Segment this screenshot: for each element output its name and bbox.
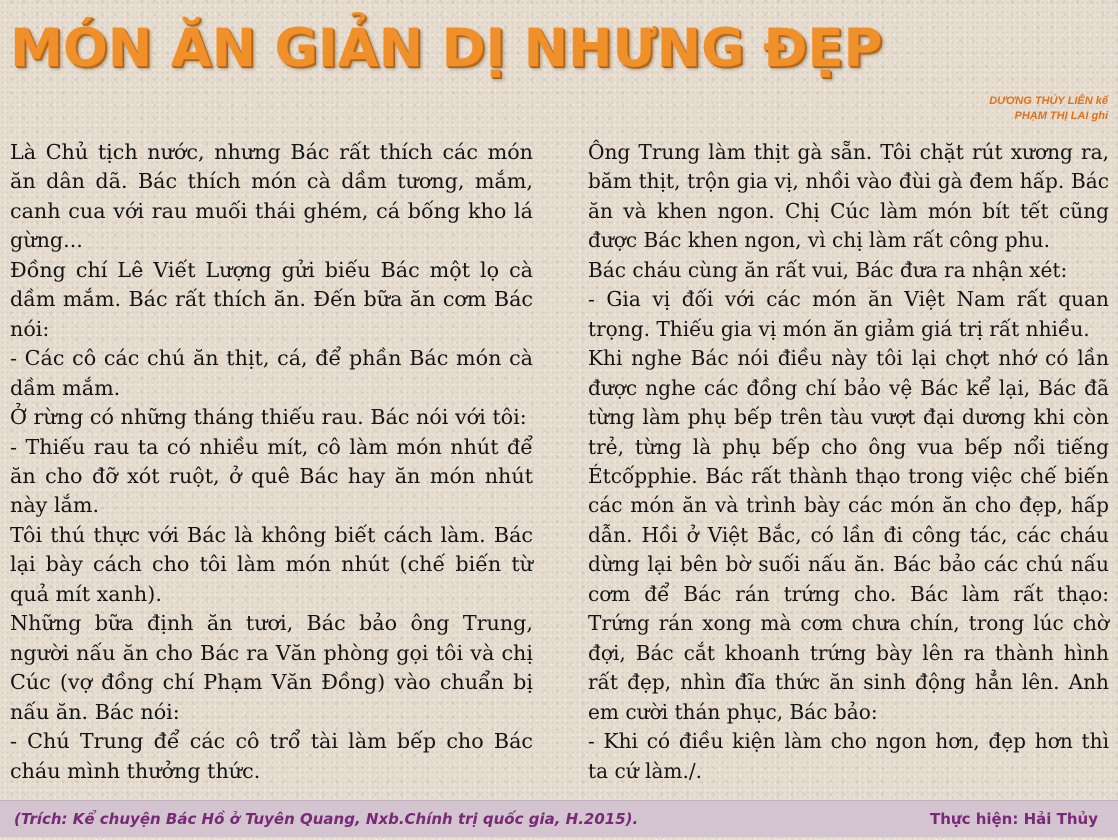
- paragraph: - Chú Trung để các cô trổ tài làm bếp cho Bác cháu mình thưởng thức.: [10, 729, 533, 783]
- narrator-credit: [989, 94, 1108, 108]
- paragraph: Ông Trung làm thịt gà sẵn. Tôi chặt rút xương ra, băm thịt, trộn gia vị, nhồi vào đùi gà đem hấp. Bác ăn và khen ngon. Chị Cúc làm món bít tết cũng được Bác khen ngon, vì chị làm rất công phu.: [588, 140, 1109, 253]
- paragraph: Đồng chí Lê Viết Lượng gửi biếu Bác một lọ cà dầm mắm. Bác rất thích ăn. Đến bữa ăn cơm Bác nói:: [10, 257, 533, 341]
- writer-role: ghi: [1091, 110, 1108, 122]
- page-title: MÓN ĂN GIẢN DỊ NHƯNG ĐẸP: [10, 18, 883, 79]
- author-credit: Thực hiện: Hải Thủy: [929, 810, 1098, 828]
- narrator-name: DƯƠNG THÚY LIÊN: [989, 95, 1093, 107]
- narrator-role: kể: [1095, 95, 1108, 107]
- paragraph: Bác cháu cùng ăn rất vui, Bác đưa ra nhận xét:: [588, 257, 1068, 282]
- story-right-column: [588, 138, 1109, 786]
- paragraph: - Khi có điều kiện làm cho ngon hơn, đẹp hơn thì ta cứ làm./.: [588, 729, 1109, 783]
- paragraph: - Thiếu rau ta có nhiều mít, cô làm món nhút để ăn cho đỡ xót ruột, ở quê Bác hay ăn món nhút này lắm.: [10, 434, 533, 518]
- paragraph: Là Chủ tịch nước, nhưng Bác rất thích các món ăn dân dã. Bác thích món cà dầm tương, mắm, canh cua với rau muối thái ghém, cá bống kho lá gừng...: [10, 140, 533, 253]
- writer-credit: [1014, 109, 1108, 123]
- paragraph: Ở rừng có những tháng thiếu rau. Bác nói với tôi:: [10, 405, 527, 430]
- paragraph: Khi nghe Bác nói điều này tôi lại chợt nhớ có lần được nghe các đồng chí bảo vệ Bác kể lại, Bác đã từng làm phụ bếp trên tàu vượt đại dương khi còn trẻ, từng là phụ bếp cho ông vua bếp nổi tiếng Étcốpphie. Bác rất thành thạo trong việc chế biến các món ăn và trình bày các món ăn cho đẹp, hấp dẫn. Hồi ở Việt Bắc, có lần đi công tác, các cháu dừng lại bên bờ suối nấu ăn. Bác bảo các chú nấu cơm để Bác rán trứng cho. Bác làm rất thạo: Trứng rán xong mà cơm chưa chín, trong lúc chờ đợi, Bác cắt khoanh trứng bày lên ra thành hình rất đẹp, nhìn đĩa thức ăn sinh động hẳn lên. Anh em cười thán phục, Bác bảo:: [588, 346, 1109, 724]
- paragraph: - Các cô các chú ăn thịt, cá, để phần Bác món cà dầm mắm.: [10, 346, 533, 400]
- paragraph: - Gia vị đối với các món ăn Việt Nam rất quan trọng. Thiếu gia vị món ăn giảm giá trị rất nhiều.: [588, 287, 1109, 341]
- writer-name: PHẠM THỊ LAI: [1014, 110, 1089, 122]
- paragraph: Những bữa định ăn tươi, Bác bảo ông Trung, người nấu ăn cho Bác ra Văn phòng gọi tôi và chị Cúc (vợ đồng chí Phạm Văn Đồng) vào chuẩn bị nấu ăn. Bác nói:: [10, 611, 533, 724]
- story-left-column: [10, 138, 533, 786]
- source-citation: (Trích: Kể chuyện Bác Hồ ở Tuyên Quang, Nxb.Chính trị quốc gia, H.2015).: [14, 810, 639, 828]
- paragraph: Tôi thú thực với Bác là không biết cách làm. Bác lại bày cách cho tôi làm món nhút (chế biến từ quả mít xanh).: [10, 522, 533, 606]
